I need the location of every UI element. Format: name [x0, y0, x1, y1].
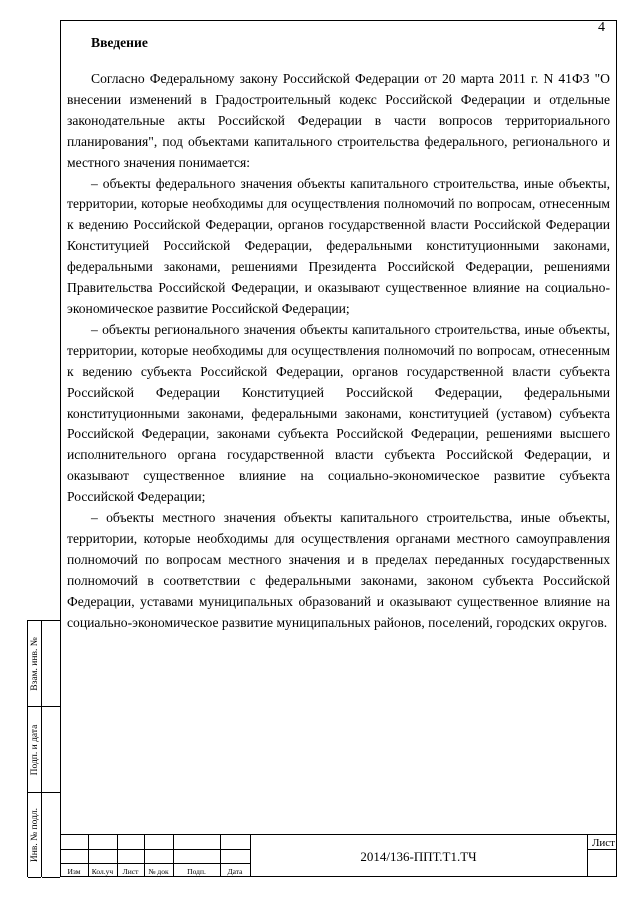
page-number: 4 [598, 20, 605, 35]
federal-objects-paragraph: – объекты федерального значения объекты капитального строительства, иные объекты, территории, которые необходимы для осуществления полномочий по вопросам, отнесенным к ведению Российской Федерации, органов государственной власти Российской Федерации Конституцией Российской Федерации, федеральными конституционными законами, федеральными законами, решениями Президента Российской Федерации, решениями Правительства Российской Федерации, и оказывают существенное влияние на социально-экономическое развитие Российской Федерации; [67, 175, 610, 316]
intro-paragraph: Согласно Федеральному закону Российской Федерации от 20 марта 2011 г. N 41ФЗ "О внесении изменений в Градостроительный кодекс Российской Федерации и отдельные законодательные акты Российской Федерации в части вопросов территориального планирования", под объектами капитального строительства федерального, регионального и местного значения понимается: [67, 71, 610, 170]
title-block [60, 834, 617, 877]
title-block-col-line [587, 835, 588, 877]
stamp-value-inv [42, 793, 60, 878]
regional-objects-paragraph: – объекты регионального значения объекты капитального строительства, иные объекты, территории, которые необходимы для осуществления полномочий по вопросам, отнесенным к ведению субъекта Российской Федерации, органов государственной власти субъекта Российской Федерации Конституцией Российской Федерации, федеральными конституционными законами, федеральными законами, конституцией (уставом) субъекта Российской Федерации, законами субъекта Российской Федерации, решениями высшего исполнительного органа государственной власти субъекта Российской Федерации, и оказывают существенное влияние на социально-экономическое развитие субъекта Российской Федерации; [67, 321, 610, 505]
stamp-cell-vzam [28, 621, 41, 707]
col-izm-label: Изм [67, 867, 81, 876]
sheet-label: Лист [591, 837, 615, 849]
stamp-podp-label: Подп. и дата [29, 724, 40, 775]
col-doc-label: № док [148, 867, 169, 876]
section-heading: Введение [91, 35, 148, 50]
local-objects-paragraph: – объекты местного значения объекты капитального строительства, иные объекты, территории, которые необходимы для осуществления органами местного самоуправления полномочий по вопросам местного значения и в пределах переданных государственных полномочий в соответствии с федеральными законами, законом субъекта Российской Федерации, уставами муниципальных образований и оказывают существенное влияние на социально-экономическое развитие муниципальных районов, поселений, городских округов. [67, 510, 610, 630]
stamp-value-podp [42, 707, 60, 793]
document-code: 2014/136-ППТ.Т1.ТЧ [360, 849, 477, 864]
title-block-sheet-line [587, 849, 617, 850]
stamp-cell-podp [28, 707, 41, 793]
col-list-label: Лист [122, 867, 139, 876]
stamp-inv-label: Инв. № подл. [29, 807, 40, 863]
stamp-cell-inv [28, 793, 41, 878]
document-body [67, 33, 610, 633]
col-data-label: Дата [227, 867, 243, 876]
stamp-value-vzam [42, 621, 60, 707]
stamp-vzam-label: Взам. инв. № [29, 636, 40, 691]
stamp-value-column [41, 620, 60, 877]
left-margin-stamp [27, 620, 60, 877]
col-podp-label: Подп. [187, 867, 206, 876]
stamp-label-column [27, 620, 41, 877]
col-kol-label: Кол.уч [91, 867, 114, 876]
